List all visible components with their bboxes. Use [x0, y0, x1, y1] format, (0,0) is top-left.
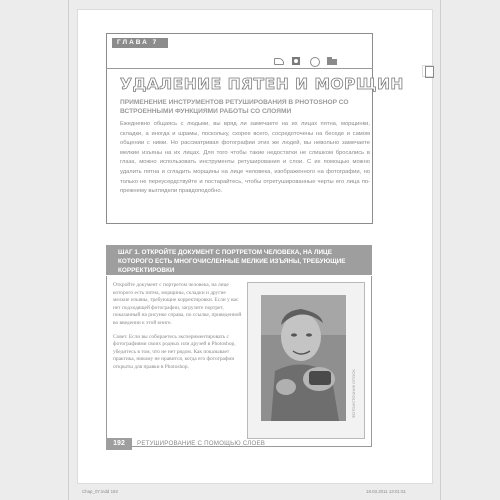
portrait-photo: [261, 295, 346, 421]
page-toolbar: [273, 55, 367, 67]
portrait-figure: [247, 282, 365, 439]
step-tip: Совет. Если вы собираетесь экспериментировать с фотографиями своих родных или друзей в Photoshop, убедитесь в том, что не нет рядом. Как показывает практика, никому не нравится, когда его фотографии открыты для правки в Photoshop.: [113, 333, 236, 370]
circle-icon: [309, 56, 319, 66]
crop-mark-left: [68, 0, 69, 500]
slug-filename: Chap_07.indd 192: [82, 489, 118, 494]
slug-timestamp: 18.03.2011 13:01:51: [366, 489, 406, 494]
running-title: РЕТУШИРОВАНИЕ С ПОМОЩЬЮ СЛОЕВ: [137, 440, 266, 447]
image-icon: [291, 56, 301, 66]
step-paragraph: Откройте документ с портретом человека, на лице которого есть пятна, морщины, складки и другие мелкие изъяны, требующие корректировки. Если у вас нет подходящей фотографии, загрузите портрет, показанный на рисунке справа, по ссылке, приведенной во введении к этой книге.: [113, 282, 242, 326]
page-number: 192: [106, 438, 132, 450]
page-icon: [423, 66, 433, 76]
section-subtitle: ПРИМЕНЕНИЕ ИНСТРУМЕНТОВ РЕТУШИРОВАНИЯ В PHOTOSHOP СО ВСТРОЕННЫМИ ФУНКЦИЯМИ РАБОТЫ СО СЛОЯМИ: [120, 99, 349, 115]
toolbar-divider: [106, 68, 373, 69]
crop-mark-right: [440, 0, 441, 500]
section-title: УДАЛЕНИЕ ПЯТЕН И МОРЩИН: [120, 75, 404, 93]
folder-icon: [327, 56, 337, 66]
step-heading: ШАГ 1. ОТКРОЙТЕ ДОКУМЕНТ С ПОРТРЕТОМ ЧЕЛОВЕКА, НА ЛИЦЕ КОТОРОГО ЕСТЬ МНОГОЧИСЛЕННЫЕ МЕЛКИЕ ИЗЪЯНЫ, ТРЕБУЮЩИЕ КОРРЕКТИРОВКИ: [106, 245, 372, 275]
step-body: [113, 282, 243, 378]
brush-icon: [273, 56, 283, 66]
chapter-tab: ГЛАВА 7: [112, 38, 168, 48]
photo-credit: ФОТОИСТОЧНИК iSTOCK: [351, 369, 356, 418]
intro-paragraph: Ежедневно общаясь с людьми, вы вряд ли замечаете на их лицах пятна, морщинки, складки, а иногда и шрамы, поскольку, скорее всего, сосредоточены на беседе и самом общении с ними. Но рассматривая фотографии этих же людей, вы невольно замечаете мелкие изъяны на их лицах. Для того чтобы такие недостатки не слишком бросались в глаза, можно использовать инструменты ретуширования и слои. С их помощью можно удалить пятна и сгладить морщины на лице человека, изображенного на фотографии, но только не переусердствуйте и постарайтесь, чтобы отретушированные черты его лица по-прежнему выглядели правдоподобно.: [120, 121, 370, 195]
